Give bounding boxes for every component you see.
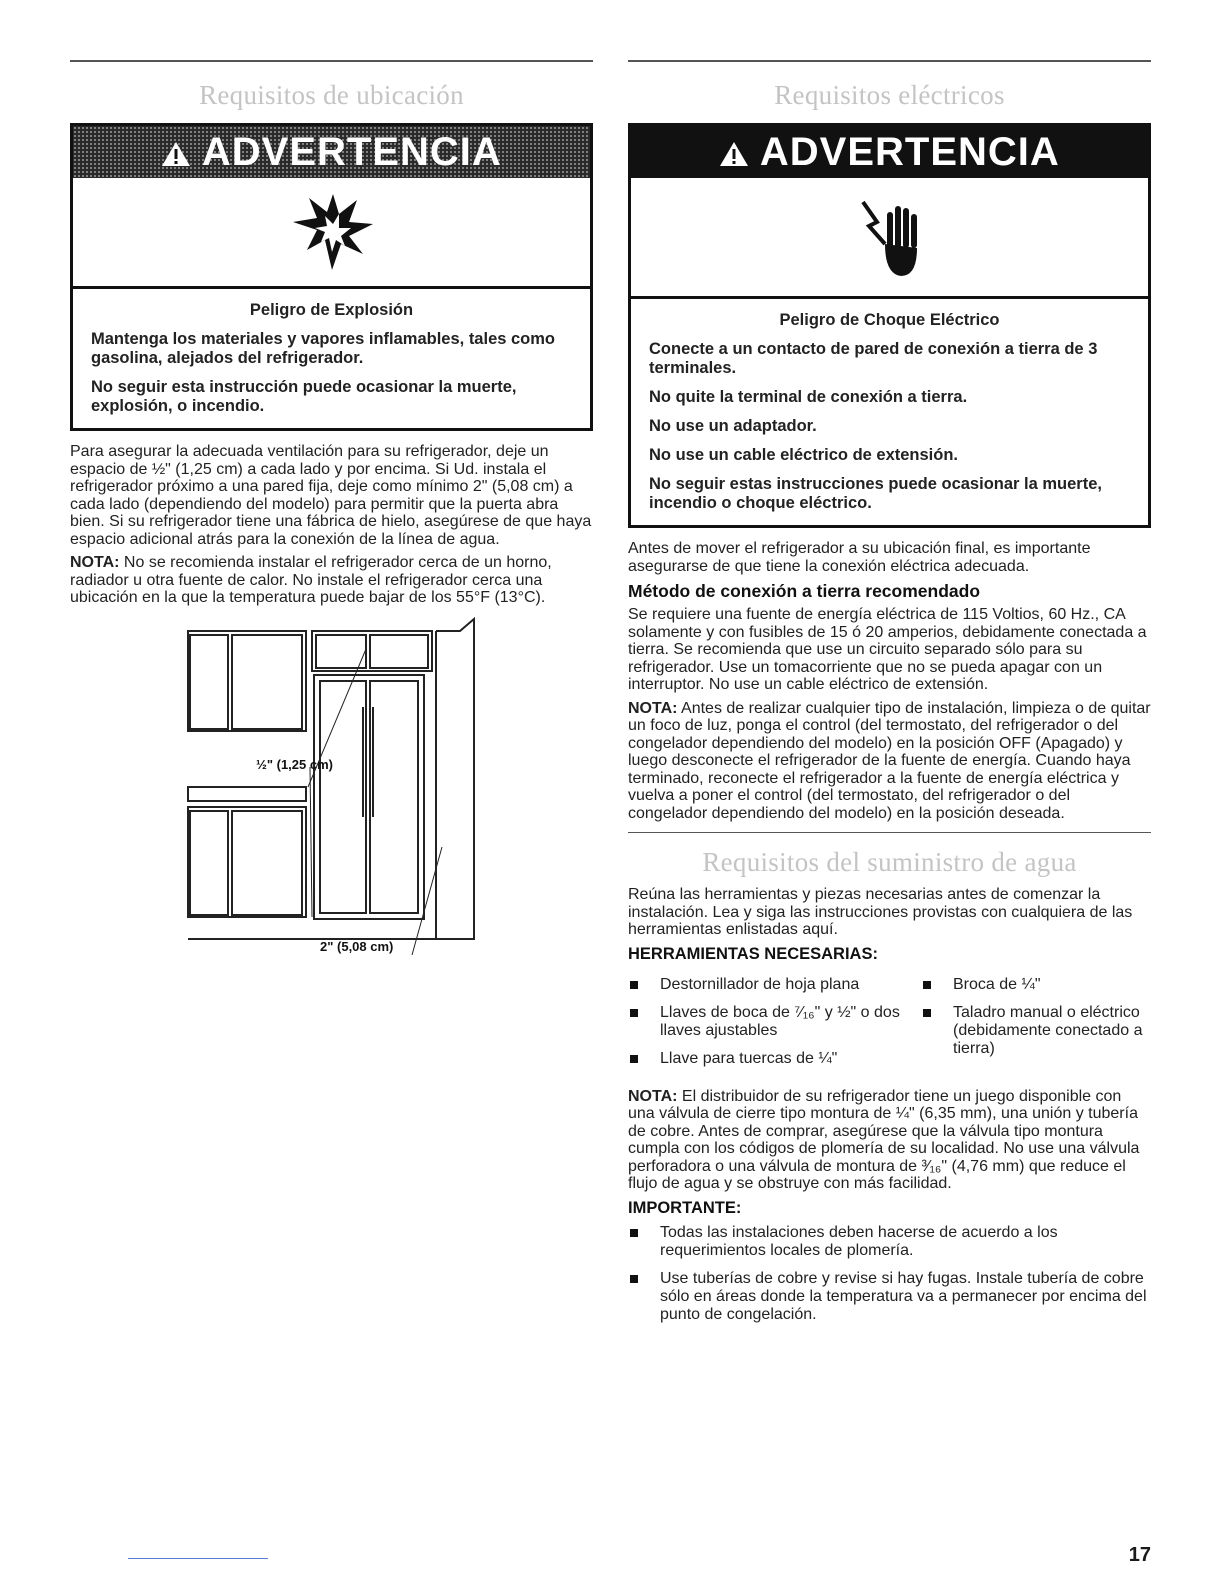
section-title-water: Requisitos del suministro de agua bbox=[702, 847, 1077, 877]
left-column bbox=[70, 60, 593, 957]
section-divider bbox=[628, 832, 1151, 833]
tools-heading: HERRAMIENTAS NECESARIAS: bbox=[628, 944, 878, 963]
section-title-electrical: Requisitos eléctricos bbox=[774, 80, 1005, 110]
list-item bbox=[628, 1004, 921, 1040]
list-item-text: Llave para tuercas de ¼" bbox=[660, 1049, 838, 1067]
warning-header-text: ADVERTENCIA bbox=[201, 130, 502, 174]
page-number: 17 bbox=[1128, 1544, 1151, 1566]
warning-line: No quite la terminal de conexión a tierra. bbox=[649, 388, 968, 406]
list-item-text: Taladro manual o eléctrico (debidamente conectado a tierra) bbox=[953, 1003, 1143, 1057]
clearance-diagram bbox=[70, 617, 593, 957]
list-item-text: Broca de ¼" bbox=[953, 975, 1041, 993]
water-intro-paragraph: Reúna las herramientas y piezas necesarias antes de comenzar la instalación. Lea y siga las instrucciones provistas con cualquiera de las herramientas enlistadas aquí. bbox=[628, 886, 1133, 938]
list-item-text: Use tuberías de cobre y revise si hay fugas. Instale tubería de cobre sólo en áreas donde la temperatura va a permanecer por encima del punto de congelación. bbox=[660, 1269, 1147, 1323]
warning-header-text: ADVERTENCIA bbox=[759, 130, 1060, 174]
bullet-icon bbox=[630, 1229, 638, 1237]
tools-column-2 bbox=[921, 976, 1151, 1078]
warning-body bbox=[73, 289, 590, 428]
warning-consequence: No seguir esta instrucción puede ocasionar la muerte, explosión, o incendio. bbox=[91, 378, 517, 415]
note-text: Antes de realizar cualquier tipo de instalación, limpieza o de quitar un foco de luz, ponga el control (del termostato, del refrigerador o del congelador dependiendo del modelo) en la posición OFF (Apagado) y luego desconecte el refrigerador de la fuente de energía. Cuando haya terminado, reconecte el refrigerador a la fuente de energía eléctrica y vuelva a poner el control (del termostato, del refrigerador o del congelador dependiendo del modelo) en la posición deseada. bbox=[628, 699, 1151, 822]
list-item-text: Llaves de boca de ⁷⁄₁₆" y ½" o dos llaves ajustables bbox=[660, 1003, 900, 1039]
bullet-icon bbox=[923, 981, 931, 989]
warning-header bbox=[631, 126, 1148, 178]
warning-header bbox=[73, 126, 590, 178]
explosion-icon bbox=[73, 178, 590, 289]
hazard-title: Peligro de Choque Eléctrico bbox=[779, 311, 1000, 329]
note-text: El distribuidor de su refrigerador tiene un juego disponible con una válvula de cierre tipo montura de ¼" (6,35 mm), una unión y tubería de cobre. Antes de comprar, asegúrese que la válvula tipo montura cumpla con los códigos de plomería de su localidad. No use una válvula perforadora o una válvula de montura de ³⁄₁₆" (4,76 mm) que reduce el flujo de agua y se obstruye con más facilidad. bbox=[628, 1087, 1140, 1192]
list-item-text: Destornillador de hoja plana bbox=[660, 975, 860, 993]
supply-kit-note bbox=[628, 1088, 1151, 1193]
top-rule bbox=[628, 60, 1151, 62]
note-label: NOTA: bbox=[628, 1087, 678, 1105]
note-text: No se recomienda instalar el refrigerador cerca de un horno, radiador u otra fuente de calor. No instale el refrigerador cerca una ubicación en la que la temperatura puede bajar de los 55°F (13°C). bbox=[70, 554, 552, 606]
label-two-inch: 2" (5,08 cm) bbox=[320, 938, 394, 954]
warning-line: No seguir estas instrucciones puede ocasionar la muerte, incendio o choque eléctrico. bbox=[649, 475, 1102, 512]
list-item bbox=[921, 1004, 1151, 1058]
note-label: NOTA: bbox=[70, 554, 120, 571]
list-item bbox=[628, 1050, 921, 1068]
list-item bbox=[628, 976, 921, 994]
explosion-warning-box bbox=[70, 123, 593, 431]
electric-warning-box bbox=[628, 123, 1151, 528]
warning-line: No use un adaptador. bbox=[649, 417, 817, 435]
warning-line: No use un cable eléctrico de extensión. bbox=[649, 446, 959, 464]
warning-body bbox=[631, 299, 1148, 525]
tools-list bbox=[628, 972, 1151, 1088]
electric-shock-hand-icon bbox=[631, 178, 1148, 299]
note-paragraph bbox=[628, 700, 1151, 823]
bullet-icon bbox=[630, 1275, 638, 1283]
warning-instruction: Mantenga los materiales y vapores inflamables, tales como gasolina, alejados del refrigerador. bbox=[91, 330, 556, 367]
hazard-title: Peligro de Explosión bbox=[249, 301, 414, 319]
warning-line: Conecte a un contacto de pared de conexión a tierra de 3 terminales. bbox=[649, 340, 1098, 377]
bullet-icon bbox=[630, 1009, 638, 1017]
section-title-location: Requisitos de ubicación bbox=[199, 80, 464, 110]
list-item bbox=[628, 1224, 1151, 1260]
bullet-icon bbox=[630, 1055, 638, 1063]
bullet-icon bbox=[923, 1009, 931, 1017]
tools-column-1 bbox=[628, 976, 921, 1078]
bullet-icon bbox=[630, 981, 638, 989]
right-column bbox=[628, 60, 1151, 1334]
electrical-intro-paragraph: Antes de mover el refrigerador a su ubicación final, es importante asegurarse de que tiene la conexión eléctrica adecuada. bbox=[628, 540, 1091, 575]
warning-triangle-icon bbox=[719, 130, 760, 174]
note-paragraph bbox=[70, 554, 593, 607]
power-requirements-paragraph: Se requiere una fuente de energía eléctrica de 115 Voltios, 60 Hz., CA solamente y con fusibles de 15 ó 20 amperios, debidamente conectada a tierra. Se recomienda que use un circuito separado sólo para su refrigerador. Use un tomacorriente que no se pueda apagar con un interruptor. No use un cable eléctrico de extensión. bbox=[628, 606, 1147, 693]
top-rule bbox=[70, 60, 593, 62]
list-item bbox=[628, 1270, 1151, 1324]
label-half-inch: ½" (1,25 cm) bbox=[256, 756, 333, 772]
warning-triangle-icon bbox=[161, 130, 202, 174]
ventilation-paragraph: Para asegurar la adecuada ventilación para su refrigerador, deje un espacio de ½" (1,25 cm) a cada lado y por encima. Si Ud. instala el refrigerador próximo a una pared fija, deje como mínimo 2" (5,08 cm) a cada lado (dependiendo del modelo) para permitir que la puerta abra bien. Si su refrigerador tiene una fábrica de hielo, asegúrese de que haya espacio adicional atrás para la conexión de la línea de agua. bbox=[70, 443, 592, 548]
note-label: NOTA: bbox=[628, 699, 678, 717]
list-item bbox=[921, 976, 1151, 994]
important-heading: IMPORTANTE: bbox=[628, 1198, 742, 1217]
footer-rule bbox=[128, 1558, 268, 1559]
grounding-method-heading: Método de conexión a tierra recomendado bbox=[628, 581, 981, 601]
important-list bbox=[628, 1224, 1151, 1324]
list-item-text: Todas las instalaciones deben hacerse de acuerdo a los requerimientos locales de plomería. bbox=[660, 1223, 1058, 1259]
